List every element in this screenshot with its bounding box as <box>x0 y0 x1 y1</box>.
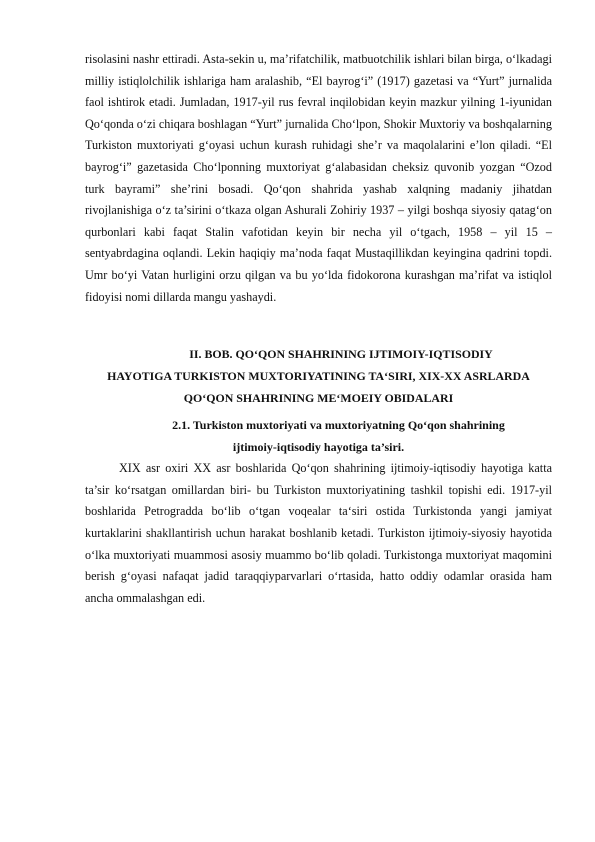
section-title <box>85 415 552 458</box>
chapter-title-line1: II. BOB. QO‘QON SHAHRINING IJTIMOIY-IQTISODIY <box>189 347 493 362</box>
section-paragraph: XIX asr oxiri XX asr boshlarida Qo‘qon shahrining ijtimoiy-iqtisodiy hayotiga katta ta’sir ko‘rsatgan omillardan biri- bu Turkiston muxtoriyatining tashkil topishi edi. 1917-yil boshlarida Petrogradda bo‘lib o‘tgan voqealar ta‘siri ostida Turkistonda yangi jamiyat kurtaklarini shakllantirish uchun harakat boshlanib ketadi. Turkiston ijtimoiy-siyosiy hayotida o‘lka muxtoriyati muammosi asosiy muammo bo‘lib qoladi. Turkistonga muxtoriyat maqomini berish g‘oyasi nafaqat jadid taraqqiyparvarlari o‘rtasida, hatto oddiy odamlar orasida ham ancha ommalashgan edi. <box>85 461 552 605</box>
chapter-title <box>85 343 552 409</box>
document-page <box>85 49 552 609</box>
intro-paragraph: risolasini nashr ettiradi. Asta-sekin u, maʼrifatchilik, matbuotchilik ishlari bilan birga, oʻlkadagi milliy istiqlolchilik ishlariga ham aralashib, “El bayrogʻi” (1917) gazetasi va “Yurt” jurnalida faol ishtirok etadi. Jumladan, 1917-yil rus fevral inqilobidan keyin mazkur yilning 1-iyunidan Qoʻqonda oʻzi chiqara boshlagan “Yurt” jurnalida Choʻlpon, Shokir Muxtoriy va boshqalarning Turkiston muxtoriyati gʻoyasi uchun kurash ruhidagi sheʼr va maqolalarini eʼlon qiladi. “El bayrogʻi” gazetasida Choʻlponning muxtoriyat gʻalabasidan cheksiz quvonib yozgan “Ozod turk bayrami” sheʼrini bosadi. Qo‘qon shahrida yashab xalqning madaniy jihatdan rivojlanishiga o‘z ta’sirini o‘tkaza olgan Ashurali Zohiriy 1937 – yilgi boshqa siyosiy qatag‘on qurbonlari kabi faqat Stalin vafotidan keyin bir necha yil o‘tgach, 1958 – yil 15 – sentyabrdagina oqlandi. Lekin haqiqiy ma’noda faqat Mustaqillikdan keyingina qadrini topdi. Umr bo‘yi Vatan hurligini orzu qilgan va bu yo‘lda fidokorona kurashgan ma’rifat va istiqlol fidoyisi nomi dillarda mangu yashaydi. <box>85 52 552 304</box>
chapter-title-rest: HAYOTIGA TURKISTON MUXTORIYATINING TA‘SIRI, XIX-XX ASRLARDA QO‘QON SHAHRINING ME‘MOEIY OBIDALARI <box>107 369 530 406</box>
section-title-line1: 2.1. Turkiston muxtoriyati va muxtoriyatning Qo‘qon shahrining <box>172 418 505 433</box>
section-title-rest: ijtimoiy-iqtisodiy hayotiga ta’siri. <box>232 439 405 454</box>
